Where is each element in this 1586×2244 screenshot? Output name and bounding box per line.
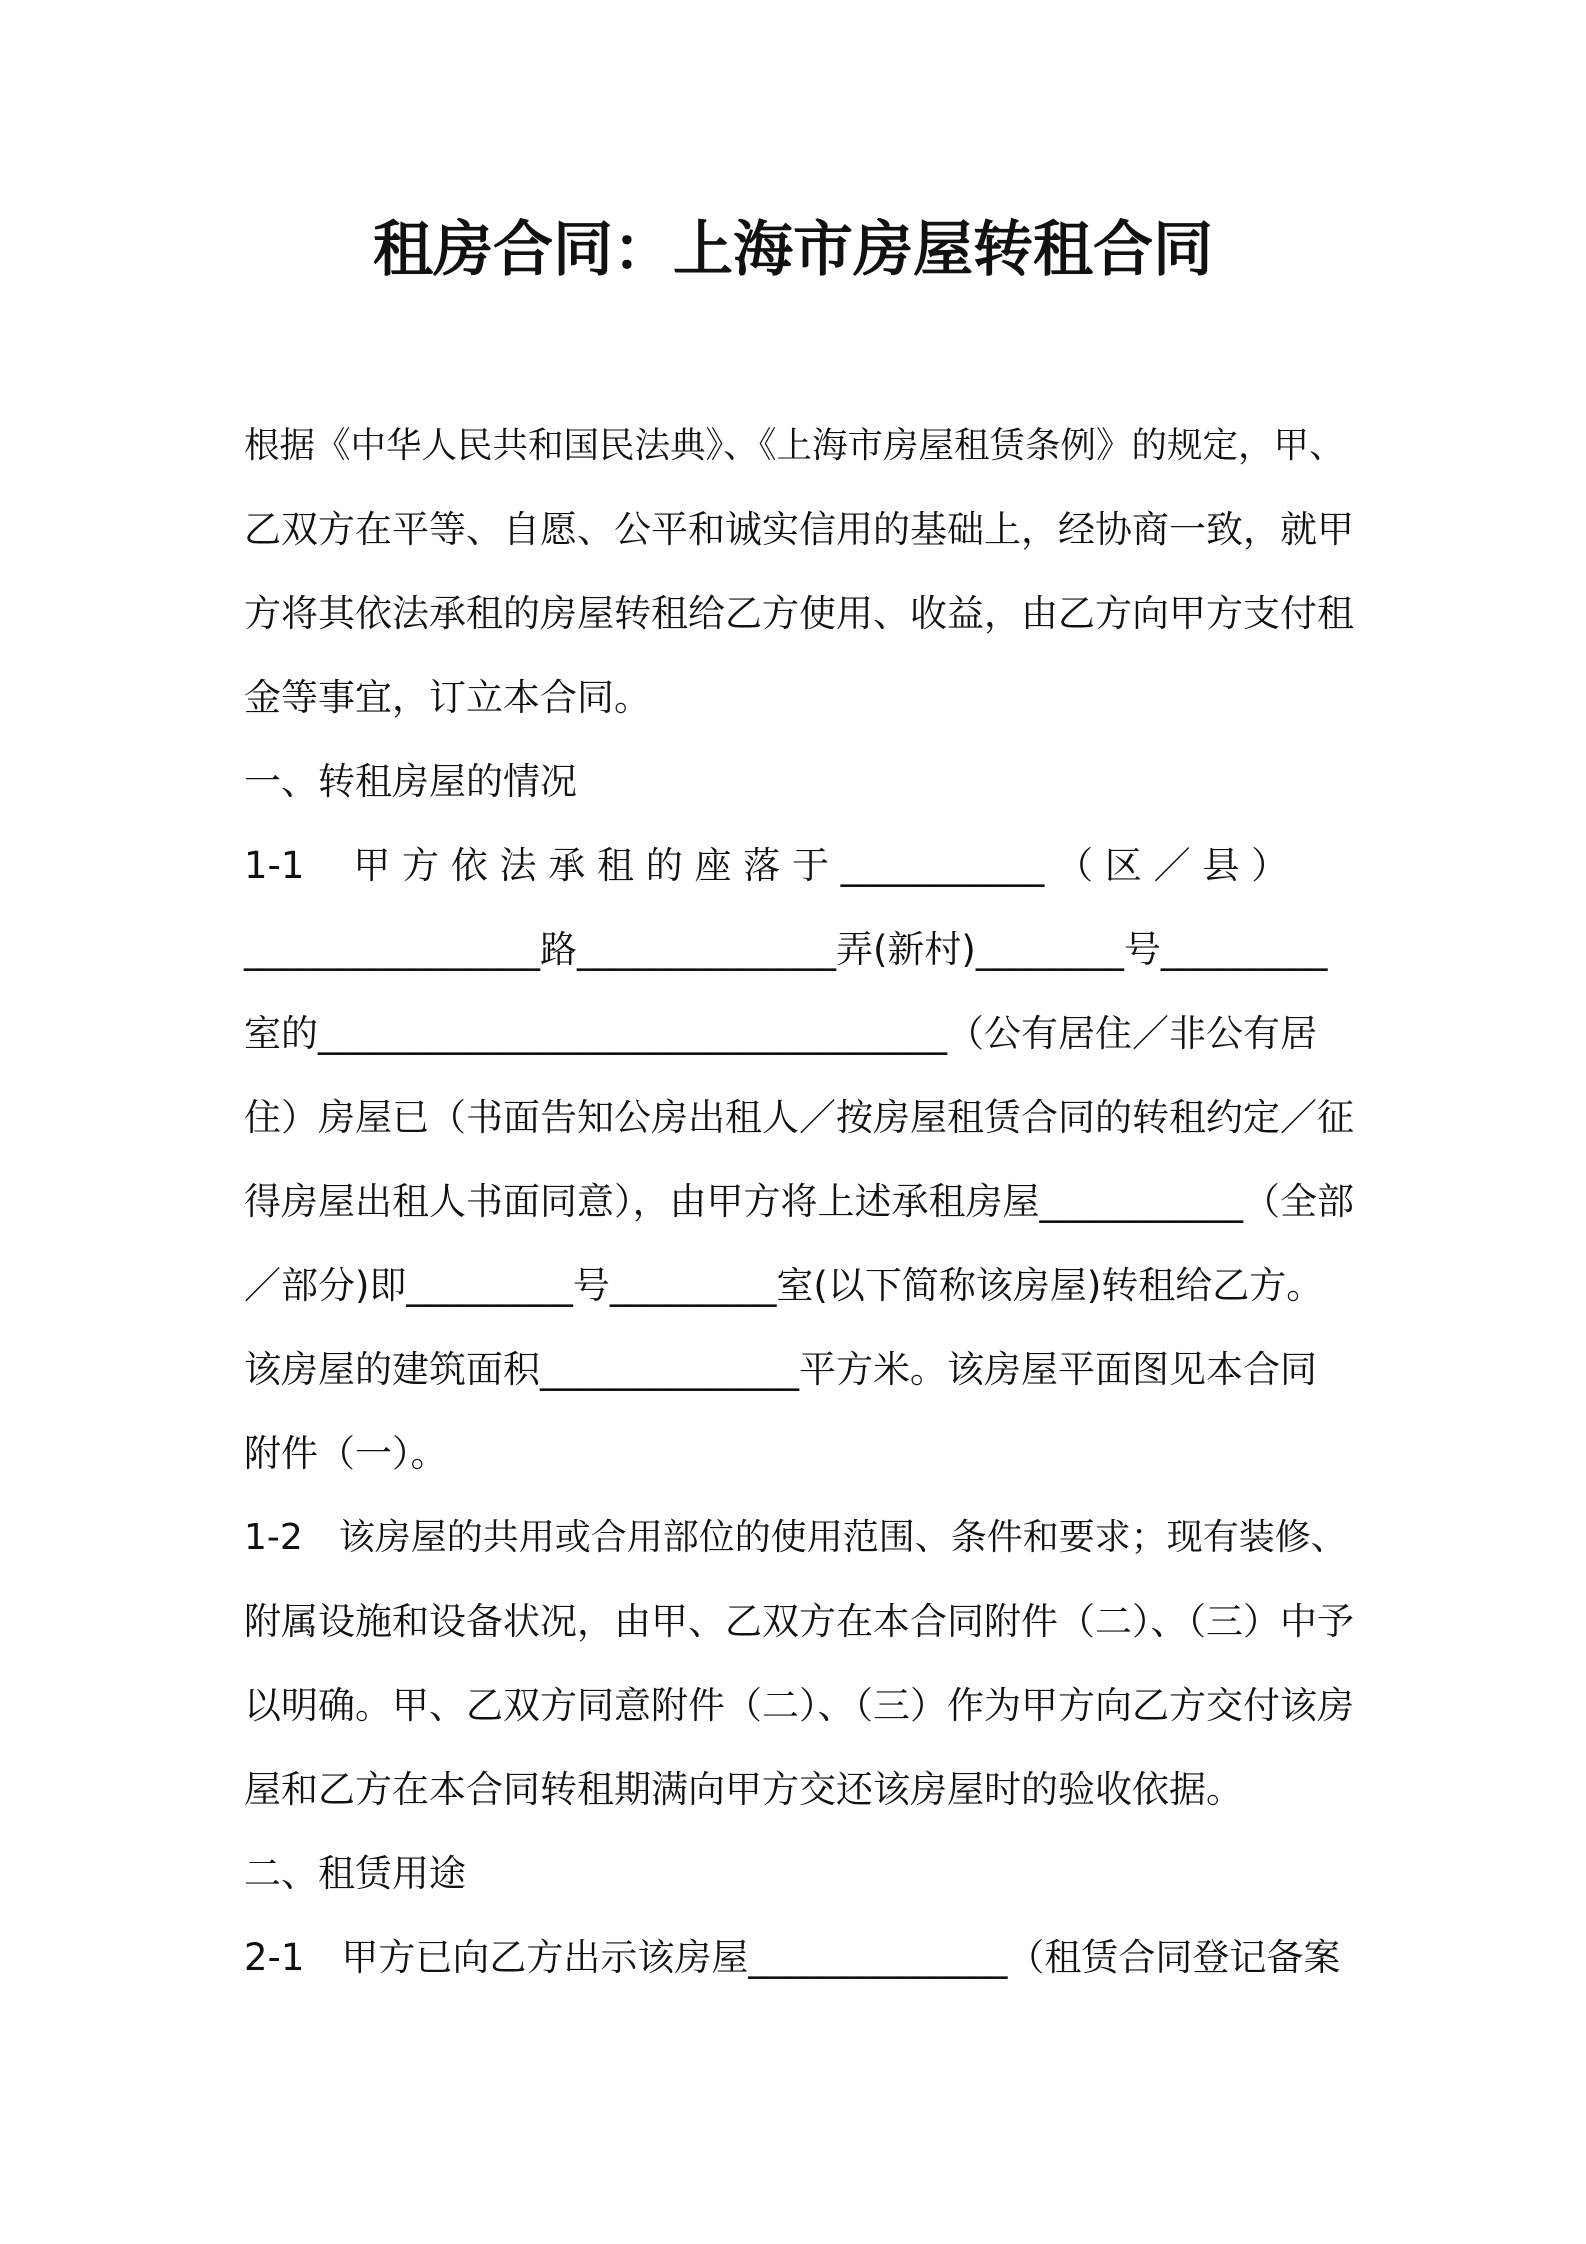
text-line: 根据《中华人民共和国民法典》、《上海市房屋租赁条例》的规定，甲、 bbox=[244, 425, 1345, 466]
section-heading: 二、租赁用途 bbox=[244, 1852, 466, 1895]
text-line: 附件（一）。 bbox=[244, 1432, 448, 1475]
document-title: 租房合同：上海市房屋转租合同 bbox=[373, 215, 1213, 285]
text-line: 2-1 甲方已向乙方出示该房屋______________（租赁合同登记备案 bbox=[244, 1936, 1341, 1979]
text-line: 1-1 甲 方 依 法 承 租 的 座 落 于 ___________ （ 区 ／ 县 ） bbox=[244, 844, 1289, 887]
text-line: ／部分)即_________号_________室(以下简称该房屋)转租给乙方。 bbox=[244, 1264, 1324, 1307]
text-line: 该房屋的建筑面积______________平方米。该房屋平面图见本合同 bbox=[244, 1348, 1317, 1391]
text-line: 方将其依法承租的房屋转租给乙方使用、收益，由乙方向甲方支付租 bbox=[244, 592, 1354, 635]
text-line: 以明确。甲、乙双方同意附件（二）、（三）作为甲方向乙方交付该房 bbox=[244, 1684, 1354, 1727]
text-line: 住）房屋已（书面告知公房出租人／按房屋租赁合同的转租约定／征 bbox=[244, 1096, 1354, 1139]
text-line: 乙双方在平等、自愿、公平和诚实信用的基础上，经协商一致，就甲 bbox=[244, 508, 1354, 551]
section-heading: 一、转租房屋的情况 bbox=[244, 760, 577, 803]
text-line: 附属设施和设备状况，由甲、乙双方在本合同附件（二）、（三）中予 bbox=[244, 1600, 1354, 1643]
text-line: 1-2 该房屋的共用或合用部位的使用范围、条件和要求；现有装修、 bbox=[244, 1517, 1347, 1558]
text-line: ________________路______________弄(新村)________号_________ bbox=[244, 928, 1328, 971]
text-line: 金等事宜，订立本合同。 bbox=[244, 676, 651, 719]
text-line: 屋和乙方在本合同转租期满向甲方交还该房屋时的验收依据。 bbox=[244, 1768, 1243, 1811]
text-line: 得房屋出租人书面同意），由甲方将上述承租房屋___________（全部 bbox=[244, 1180, 1354, 1223]
document-body bbox=[244, 404, 1354, 2000]
text-line: 室的__________________________________（公有居住／非公有居 bbox=[244, 1012, 1317, 1055]
